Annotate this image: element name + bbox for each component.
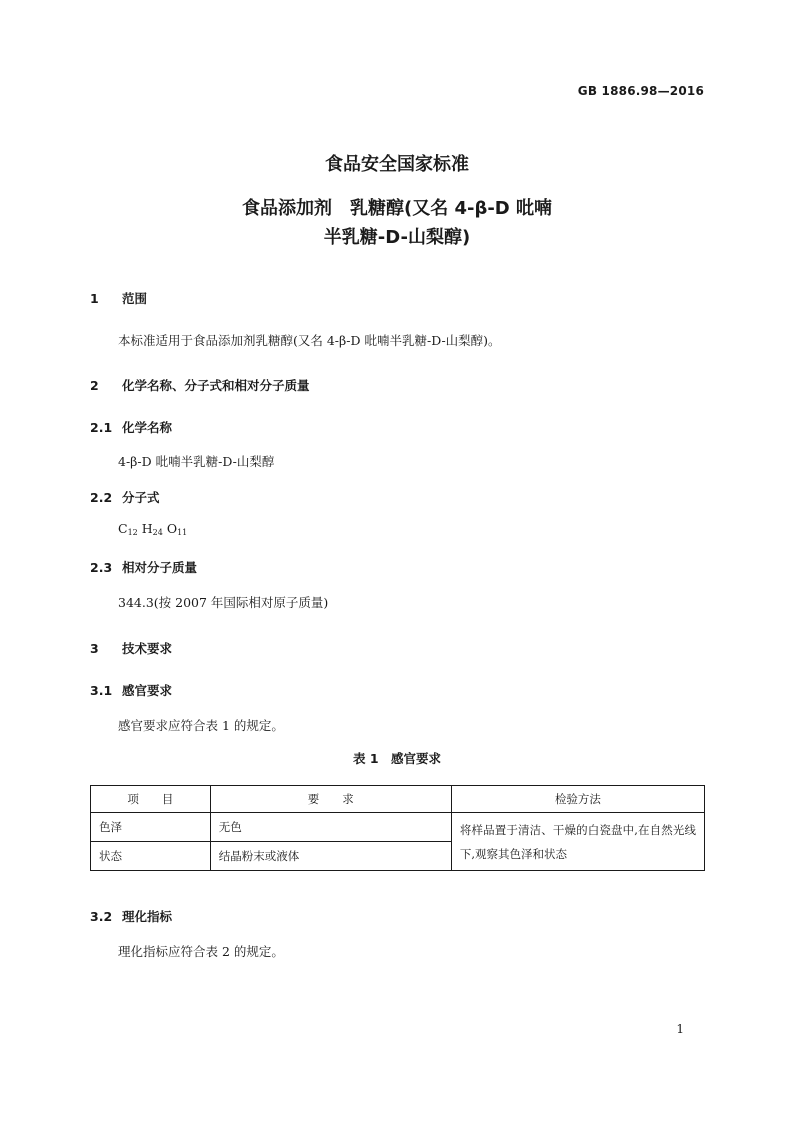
section-3-2-heading [90, 907, 172, 925]
section-title: 技术要求 [122, 641, 173, 656]
formula-element-o: O [166, 521, 178, 536]
item-cell: 状态 [91, 842, 211, 871]
section-1-heading [90, 289, 147, 307]
requirement-cell: 无色 [210, 813, 451, 842]
section-title: 化学名称、分子式和相对分子质量 [122, 378, 310, 393]
section-2-1-heading [90, 418, 172, 436]
formula-count-c: 12 [127, 528, 138, 537]
section-title: 分子式 [122, 490, 160, 505]
document-title-line1: 食品安全国家标准 [325, 154, 469, 175]
section-number: 3.2 [90, 909, 113, 924]
section-title: 相对分子质量 [122, 560, 198, 575]
document-title-line2: 食品添加剂 乳糖醇(又名 4-β-D 吡喃 [241, 198, 553, 219]
section-2-heading [90, 376, 310, 394]
test-method-cell: 将样品置于清洁、干燥的白瓷盘中,在自然光线下,观察其色泽和状态 [451, 813, 704, 871]
section-title: 化学名称 [122, 420, 173, 435]
section-3-heading [90, 639, 172, 657]
section-title: 范围 [122, 291, 148, 306]
standard-code: GB 1886.98—2016 [577, 84, 704, 98]
section-title: 感官要求 [122, 683, 173, 698]
section-title: 理化指标 [122, 909, 173, 924]
section-3-1-heading [90, 681, 172, 699]
section-2-3-heading [90, 558, 197, 576]
section-number: 3 [90, 641, 99, 656]
section-number: 2.3 [90, 560, 113, 575]
header-test-method: 检验方法 [451, 786, 704, 813]
section-number: 2.2 [90, 490, 113, 505]
formula-element-h: H [141, 521, 153, 536]
chemical-name-text: 4-β-D 吡喃半乳糖-D-山梨醇 [118, 454, 275, 469]
header-requirement: 要 求 [210, 786, 451, 813]
section-number: 2.1 [90, 420, 113, 435]
item-cell: 色泽 [91, 813, 211, 842]
formula-count-h: 24 [152, 528, 163, 537]
section-2-2-heading [90, 488, 160, 506]
requirement-cell: 结晶粉末或液体 [210, 842, 451, 871]
table-1-caption: 表 1 感官要求 [352, 751, 442, 766]
formula-count-o: 11 [177, 528, 188, 537]
table-header-row [91, 786, 705, 813]
header-item: 项 目 [91, 786, 211, 813]
table-row [91, 813, 705, 842]
section-number: 2 [90, 378, 99, 393]
page-number: 1 [676, 1022, 684, 1036]
sensory-requirements-table [90, 785, 705, 871]
sensory-requirements-text: 感官要求应符合表 1 的规定。 [118, 718, 284, 733]
section-1-text: 本标准适用于食品添加剂乳糖醇(又名 4-β-D 吡喃半乳糖-D-山梨醇)。 [118, 333, 501, 348]
physicochemical-text: 理化指标应符合表 2 的规定。 [118, 944, 284, 959]
section-number: 1 [90, 291, 99, 306]
molecular-formula [118, 521, 187, 537]
section-number: 3.1 [90, 683, 113, 698]
molecular-mass-text: 344.3(按 2007 年国际相对原子质量) [118, 595, 329, 610]
formula-element-c: C [118, 521, 128, 536]
document-title-line3: 半乳糖-D-山梨醇) [323, 227, 471, 248]
